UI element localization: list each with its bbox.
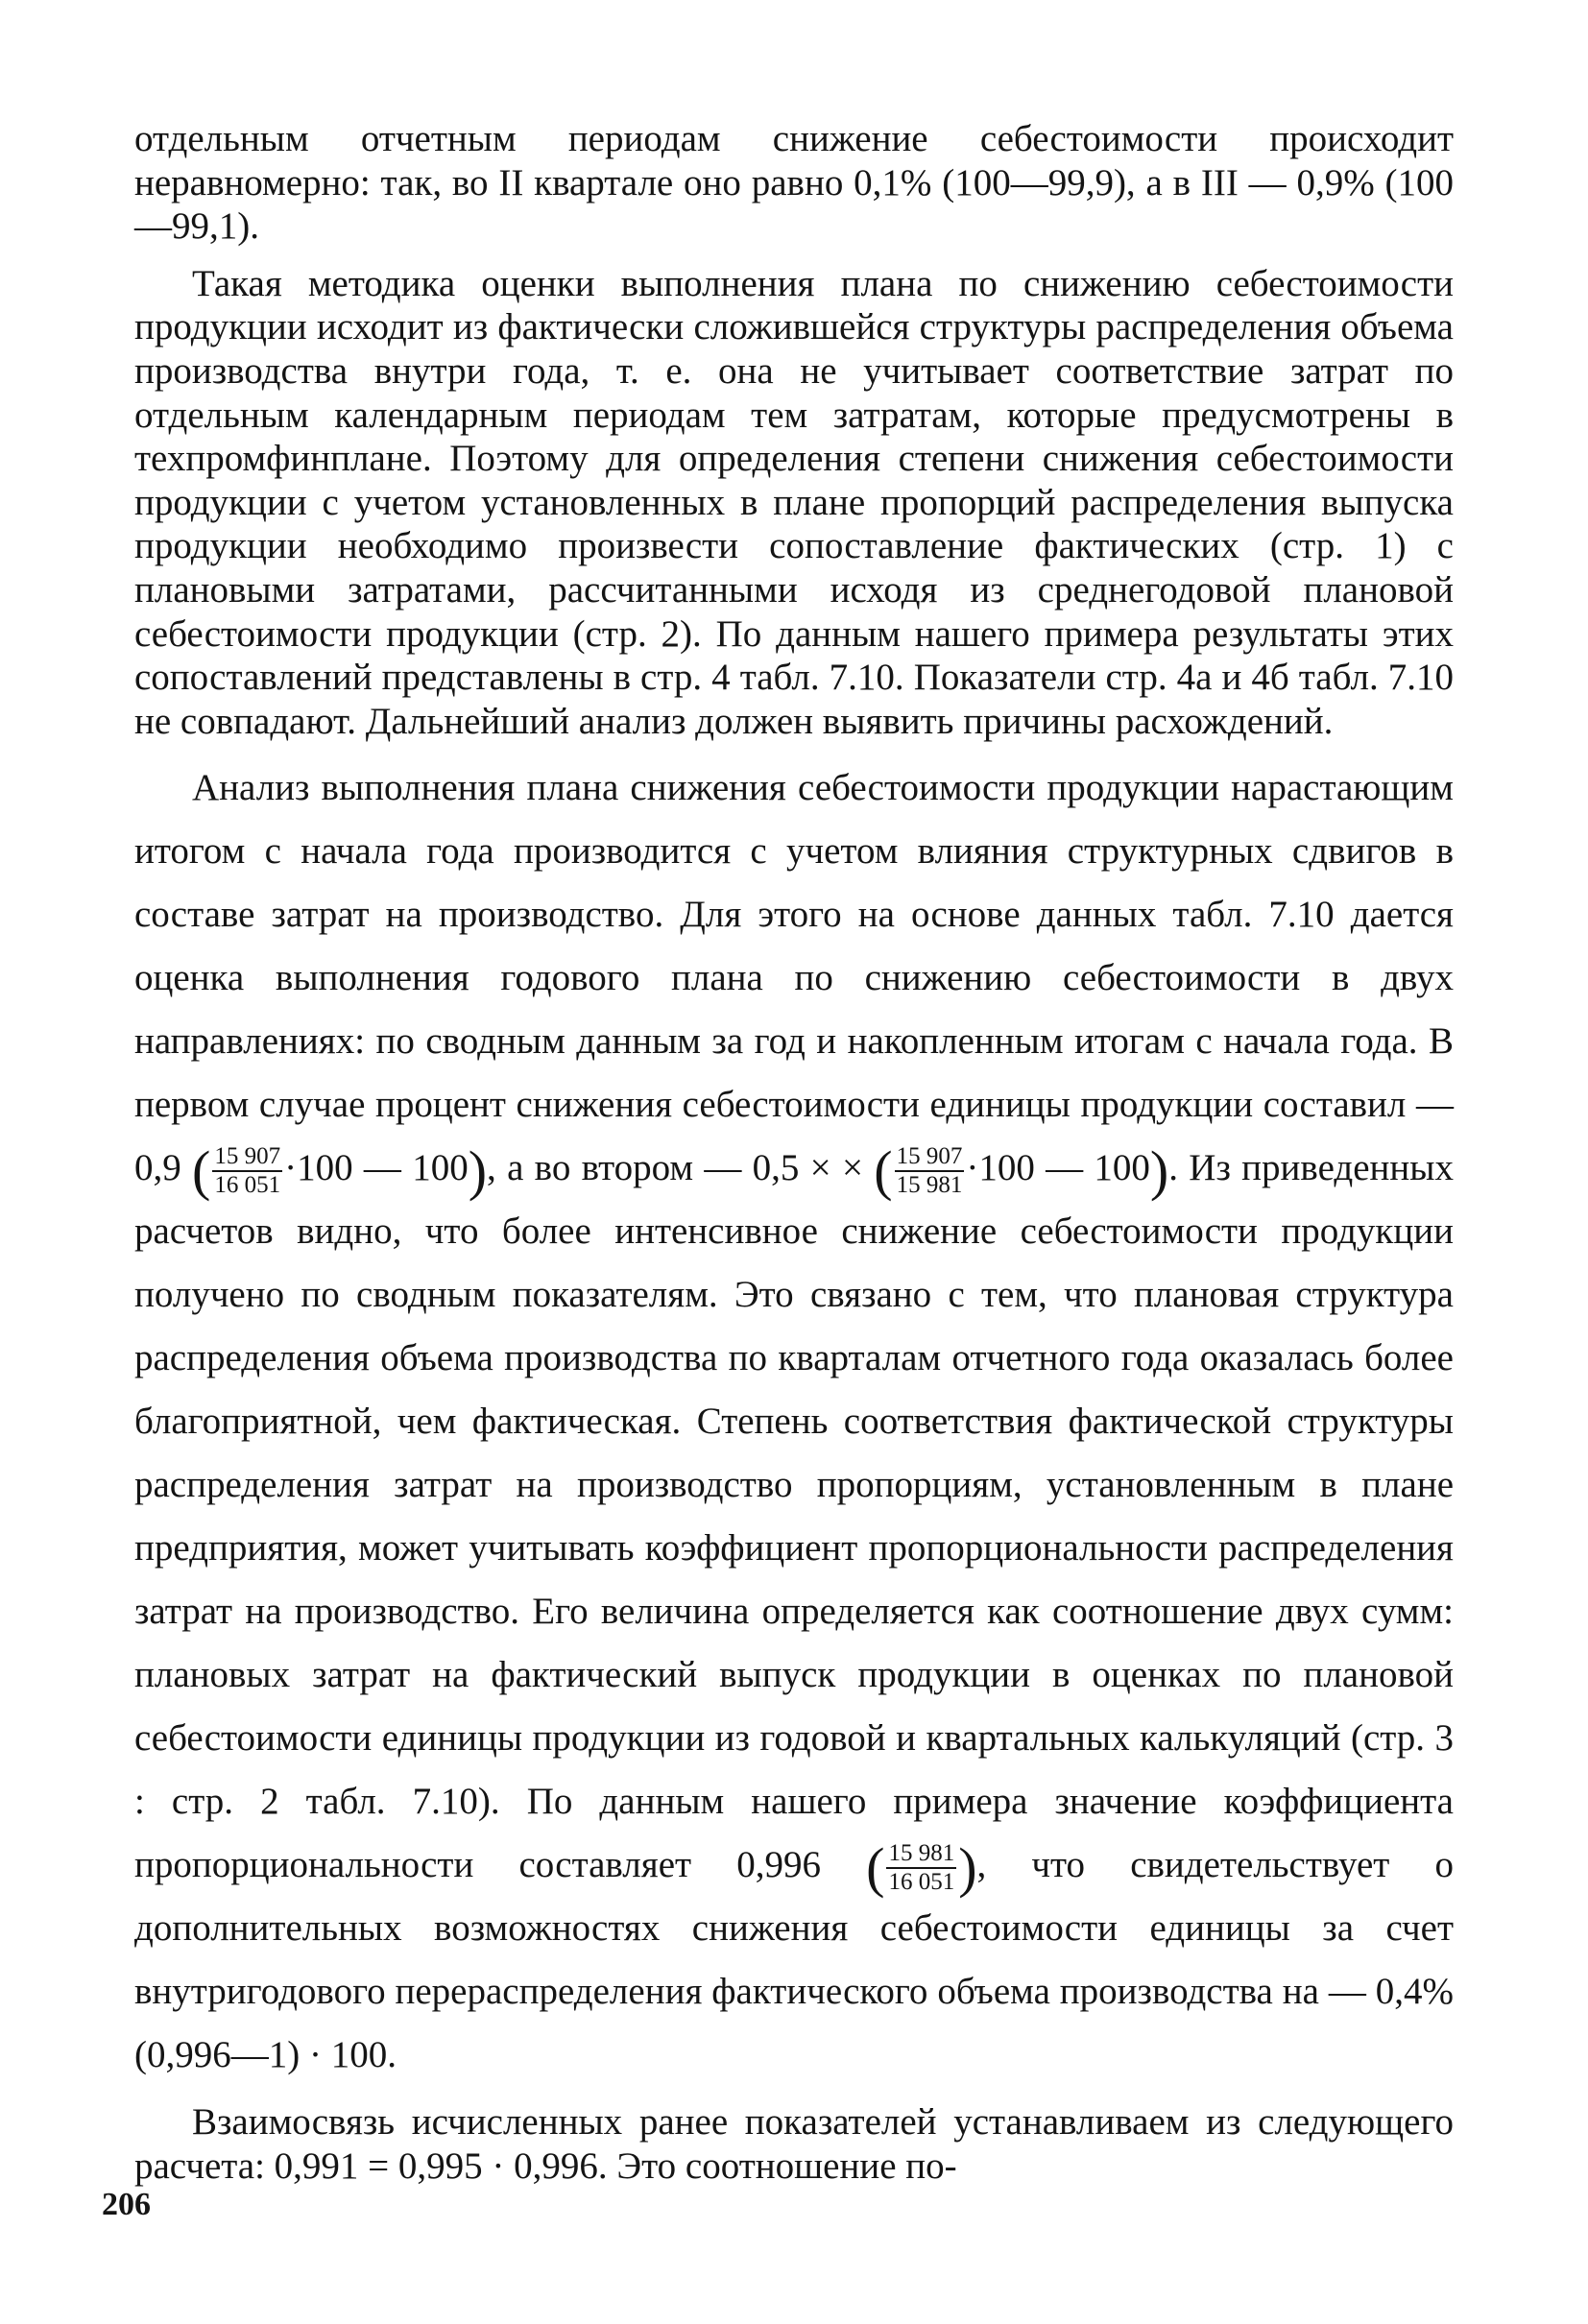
formula-2-tail: ·100 — 100 bbox=[966, 1147, 1150, 1189]
formula-1 bbox=[192, 1139, 488, 1203]
paragraph-4-text: Взаимосвязь исчисленных ранее показателей устанавливаем из следующего расчета: 0,991 = 0,995 · 0,996. Это соотношение по- bbox=[134, 2101, 1454, 2187]
fraction-1 bbox=[212, 1143, 282, 1199]
right-paren: ) bbox=[958, 1836, 977, 1900]
paragraph-3-text-d: . Из приведенных расчетов видно, что более интенсивное снижение себестоимости продукции получено по сводным показателям. Это связано с тем, что плановая структура распределения объема производства по кварталам отчетного года оказалась более благоприятной, чем фактическая. Степень соответствия фактической структуры распределения затрат на производство пропорциям, установленным в плане предприятия, может учитывать коэффициент пропорциональности распределения затрат на производство. Его величина определяется как соотношение двух сумм: плановых затрат на фактический выпуск продукции в оценках по плановой себестоимости единицы продукции из годовой и квартальных калькуляций (стр. 3 : стр. 2 табл. 7.10). По данным нашего примера значение коэффициента пропорциональности составляет 0,996 bbox=[134, 1147, 1454, 1886]
paragraph-4 bbox=[134, 2100, 1454, 2188]
paragraph-1 bbox=[134, 117, 1454, 249]
left-paren: ( bbox=[192, 1139, 211, 1203]
paragraph-2 bbox=[134, 262, 1454, 744]
paragraph-3-text-a: Анализ выполнения плана снижения себестоимости продукции нарастающим итогом с начала года производится с учетом влияния структурных сдвигов в составе затрат на производство. Для этого на основе данных табл. 7.10 дается оценка выполнения годового плана по снижению себестоимости в двух направлениях: по сводным данным за год и накопленным итогам с начала года. В первом случае процент снижения себестоимости единицы продукции составил — 0,9 bbox=[134, 767, 1454, 1189]
right-paren: ) bbox=[468, 1139, 488, 1203]
paragraph-3-text-b: , а во втором — 0,5 × bbox=[487, 1147, 831, 1189]
fraction-2 bbox=[895, 1143, 965, 1199]
fraction-3-denominator: 16 051 bbox=[888, 1869, 955, 1896]
left-paren: ( bbox=[874, 1139, 893, 1203]
fraction-3 bbox=[886, 1840, 956, 1896]
formula-1-tail: ·100 — 100 bbox=[284, 1147, 469, 1189]
paragraph-3 bbox=[134, 756, 1454, 2087]
fraction-3-numerator: 15 981 bbox=[886, 1840, 956, 1869]
formula-2-prefix: × bbox=[841, 1147, 863, 1189]
right-paren: ) bbox=[1149, 1139, 1169, 1203]
page-body bbox=[134, 117, 1454, 2189]
formula-3 bbox=[866, 1836, 977, 1900]
fraction-2-numerator: 15 907 bbox=[895, 1143, 965, 1172]
paragraph-1-text: отдельным отчетным периодам снижение себестоимости происходит неравномерно: так, во II квартале оно равно 0,1% (100—99,9), а в III — 0,9% (100—99,1). bbox=[134, 118, 1454, 248]
paragraph-2-text: Такая методика оценки выполнения плана по снижению себестоимости продукции исходит из фактически сложившейся структуры распределения объема производства внутри года, т. е. она не учитывает соответствие затрат по отдельным календарным периодам тем затратам, которые предусмотрены в техпромфинплане. Поэтому для определения степени снижения себестоимости продукции с учетом установленных в плане пропорций распределения выпуска продукции необходимо произвести сопоставление фактических (стр. 1) с плановыми затратами, рассчитанными исходя из среднегодовой плановой себестоимости продукции (стр. 2). По данным нашего примера результаты этих сопоставлений представлены в стр. 4 табл. 7.10. Показатели стр. 4а и 4б табл. 7.10 не совпадают. Дальнейший анализ должен выявить причины расхождений. bbox=[134, 262, 1454, 742]
fraction-2-denominator: 15 981 bbox=[896, 1172, 963, 1199]
page-number: 206 bbox=[102, 2187, 151, 2222]
fraction-1-numerator: 15 907 bbox=[212, 1143, 282, 1172]
left-paren: ( bbox=[866, 1836, 885, 1900]
paragraph-3-text-e: , что свидетельствует о дополнительных возможностях снижения себестоимости единицы за счет внутригодового перераспределения фактического объема производства на — 0,4% (0,996—1) · 100. bbox=[134, 1844, 1454, 2076]
fraction-1-denominator: 16 051 bbox=[214, 1172, 281, 1199]
formula-2 bbox=[841, 1139, 1169, 1203]
